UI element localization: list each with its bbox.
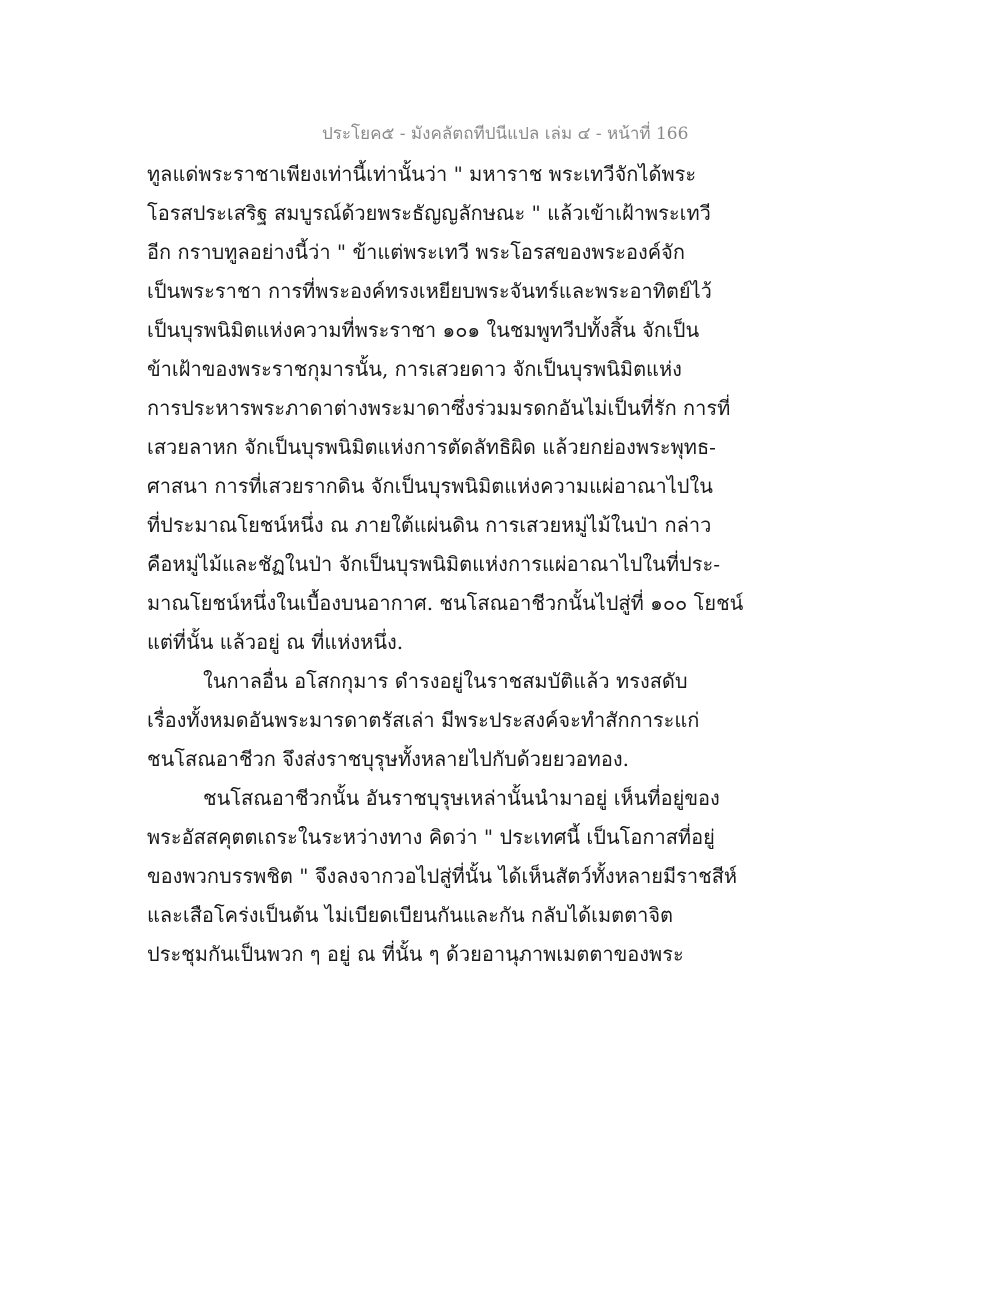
paragraph-first-line: ชนโสณอาชีวกนั้น อันราชบุรุษเหล่านั้นนำมาอยู่ เห็นที่อยู่ของ: [203, 786, 720, 810]
text-line: คือหมู่ไม้และชัฏในป่า จักเป็นบุรพนิมิตแห่งการแผ่อาณาไปในที่ประ-: [147, 552, 720, 576]
text-line: ของพวกบรรพชิต " จึงลงจากวอไปสู่ที่นั้น ได้เห็นสัตว์ทั้งหลายมีราชสีห์: [147, 864, 738, 888]
body-text: [147, 155, 747, 974]
text-line: ประชุมกันเป็นพวก ๆ อยู่ ณ ที่นั้น ๆ ด้วยอานุภาพเมตตาของพระ: [147, 942, 684, 966]
text-line: เป็นบุรพนิมิตแห่งความที่พระราชา ๑๐๑ ในชมพูทวีปทั้งสิ้น จักเป็น: [147, 318, 700, 342]
text-line: การประหารพระภาดาต่างพระมาดาซึ่งร่วมมรดกอันไม่เป็นที่รัก การที่: [147, 396, 731, 420]
paragraph-first-line: ในกาลอื่น อโสกกุมาร ดำรงอยู่ในราชสมบัติแล้ว ทรงสดับ: [203, 669, 688, 693]
text-line: มาณโยชน์หนึ่งในเบื้องบนอากาศ. ชนโสณอาชีวกนั้นไปสู่ที่ ๑๐๐ โยชน์: [147, 591, 744, 615]
text-line: อีก กราบทูลอย่างนี้ว่า " ข้าแต่พระเทวี พระโอรสของพระองค์จัก: [147, 240, 685, 264]
text-line: ข้าเฝ้าของพระราชกุมารนั้น, การเสวยดาว จักเป็นบุรพนิมิตแห่ง: [147, 357, 682, 381]
running-header: ประโยค๕ - มังคลัตถทีปนีแปล เล่ม ๔ - หน้าที่ 166: [322, 124, 689, 144]
text-line: แต่ที่นั้น แล้วอยู่ ณ ที่แห่งหนึ่ง.: [147, 630, 404, 654]
text-line: โอรสประเสริฐ สมบูรณ์ด้วยพระธัญญลักษณะ " แล้วเข้าเฝ้าพระเทวี: [147, 201, 711, 225]
text-line: ที่ประมาณโยชน์หนึ่ง ณ ภายใต้แผ่นดิน การเสวยหมู่ไม้ในป่า กล่าว: [147, 513, 712, 537]
text-line: เป็นพระราชา การที่พระองค์ทรงเหยียบพระจันทร์และพระอาทิตย์ไว้: [147, 279, 712, 303]
text-line: ทูลแด่พระราชาเพียงเท่านี้เท่านั้นว่า " มหาราช พระเทวีจักได้พระ: [147, 162, 697, 186]
text-line: ศาสนา การที่เสวยรากดิน จักเป็นบุรพนิมิตแห่งความแผ่อาณาไปใน: [147, 474, 713, 498]
text-line: และเสือโคร่งเป็นต้น ไม่เบียดเบียนกันและกัน กลับได้เมตตาจิต: [147, 903, 674, 927]
text-line: เรื่องทั้งหมดอันพระมารดาตรัสเล่า มีพระประสงค์จะทำสักการะแก่: [147, 708, 700, 732]
text-line: พระอัสสคุตตเถระในระหว่างทาง คิดว่า " ประเทศนี้ เป็นโอกาสที่อยู่: [147, 825, 715, 849]
text-line: ชนโสณอาชีวก จึงส่งราชบุรุษทั้งหลายไปกับด้วยยวอทอง.: [147, 747, 630, 771]
text-line: เสวยลาหก จักเป็นบุรพนิมิตแห่งการตัดลัทธิผิด แล้วยกย่องพระพุทธ-: [147, 435, 716, 459]
